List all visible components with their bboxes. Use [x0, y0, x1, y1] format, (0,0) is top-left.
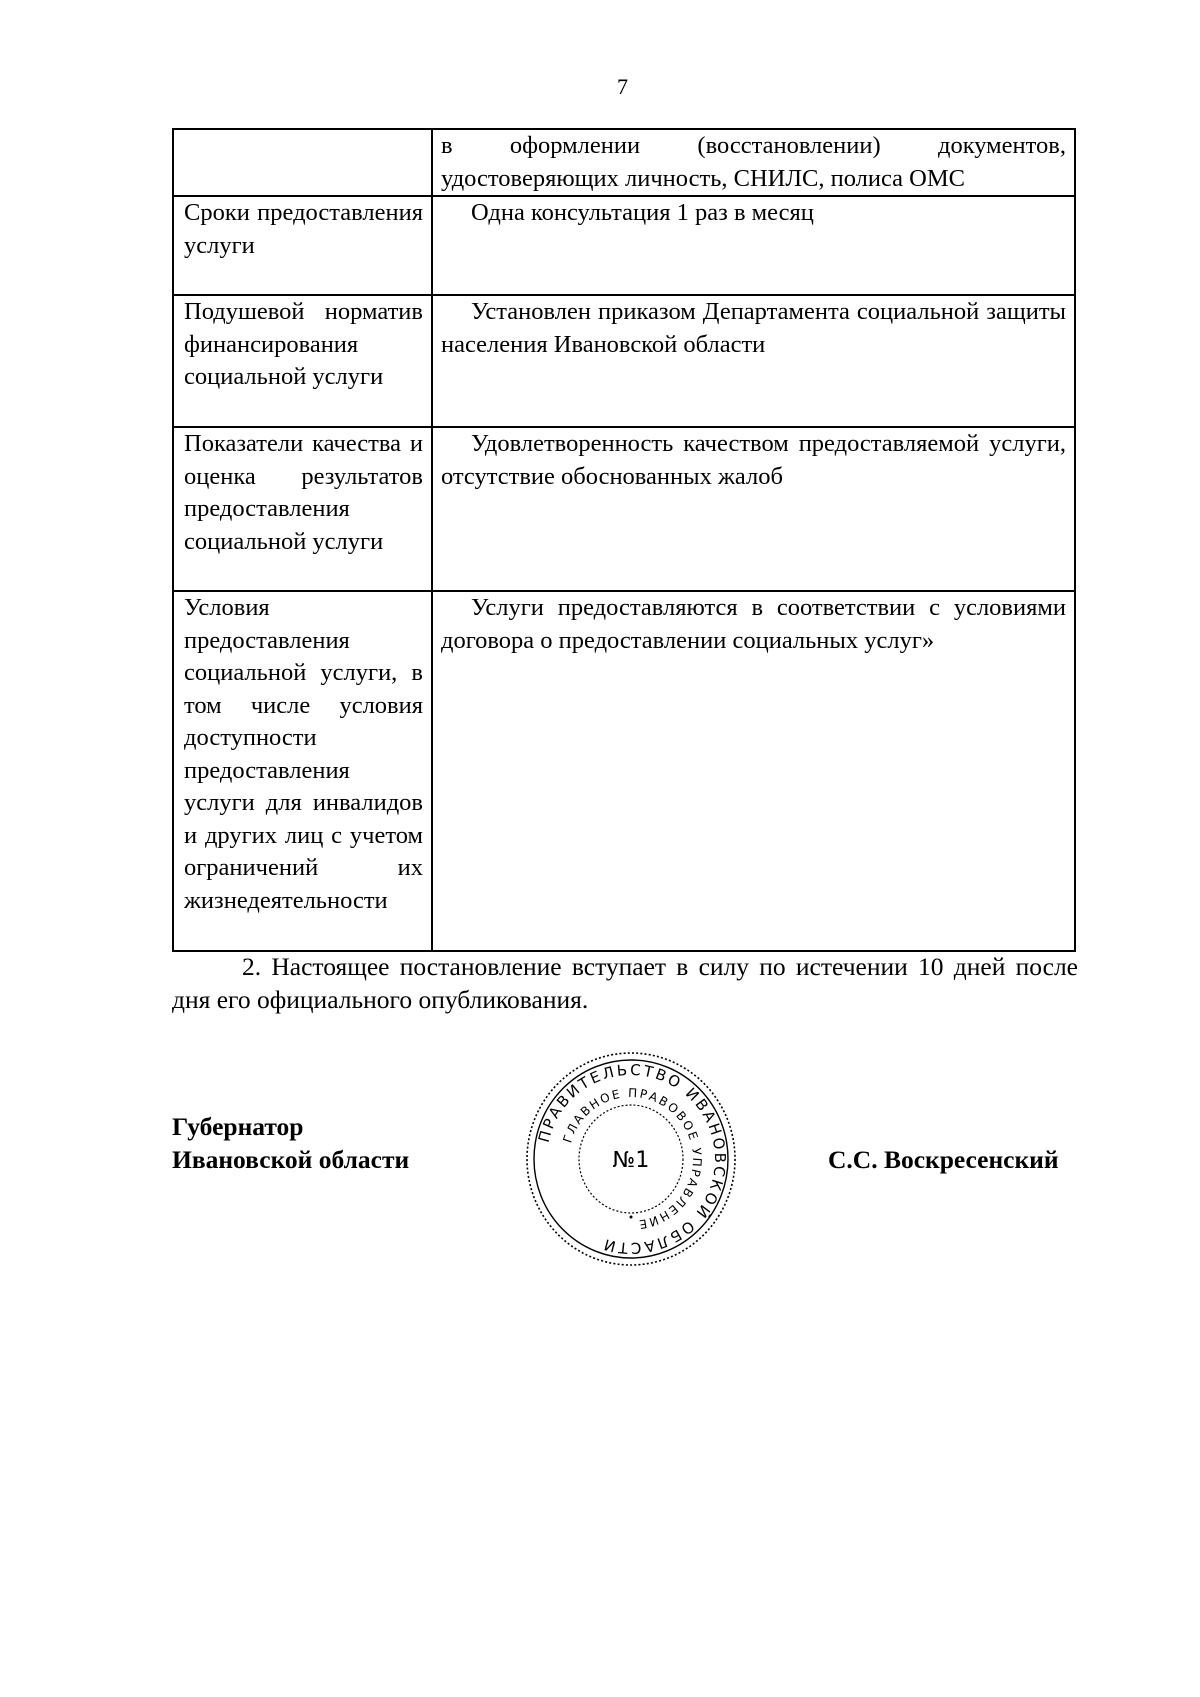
row-value: Одна консультация 1 раз в месяц — [432, 196, 1075, 295]
table-row — [173, 427, 1075, 591]
row-label: Подушевой норматив финансирования социальной услуги — [173, 295, 432, 427]
row-value: в оформлении (восстановлении) документов, удостоверяющих личность, СНИЛС, полиса ОМС — [432, 129, 1075, 196]
table-row — [173, 196, 1075, 295]
table-row — [173, 591, 1075, 951]
signer-title-line: Ивановской области — [172, 1145, 410, 1174]
stamp-number: №1 — [612, 1148, 650, 1173]
stamp-dot — [630, 1216, 633, 1219]
row-label — [173, 129, 432, 196]
row-label: Сроки предоставления услуги — [173, 196, 432, 295]
signer-name: С.С. Воскресенский — [828, 1145, 1059, 1174]
row-label: Условия предоставления социальной услуги, в том числе условия доступности предоставления услуги для инвалидов и других лиц с учетом ограничений их жизнедеятельности — [173, 591, 432, 951]
paragraph-effective-date: 2. Настоящее постановление вступает в силу по истечении 10 дней после дня его официального опубликования. — [172, 952, 1078, 1014]
service-table — [172, 128, 1076, 952]
page-number: 7 — [617, 74, 628, 99]
table-row — [173, 295, 1075, 427]
official-stamp — [523, 1050, 739, 1268]
stamp-outer-text: ПРАВИТЕЛЬСТВО ИВАНОВСКОЙ ОБЛАСТИ — [534, 1060, 730, 1258]
table-row — [173, 129, 1075, 196]
row-value: Установлен приказом Департамента социальной защиты населения Ивановской области — [432, 295, 1075, 427]
row-value: Удовлетворенность качеством предоставляемой услуги, отсутствие обоснованных жалоб — [432, 427, 1075, 591]
signer-title-line: Губернатор — [172, 1112, 304, 1141]
row-value: Услуги предоставляются в соответствии с условиями договора о предоставлении социальных услуг» — [432, 591, 1075, 951]
signer-title — [172, 1110, 409, 1176]
row-label: Показатели качества и оценка результатов предоставления социальной услуги — [173, 427, 432, 591]
stamp-inner-text: ГЛАВНОЕ ПРАВОВОЕ УПРАВЛЕНИЕ — [560, 1085, 705, 1232]
